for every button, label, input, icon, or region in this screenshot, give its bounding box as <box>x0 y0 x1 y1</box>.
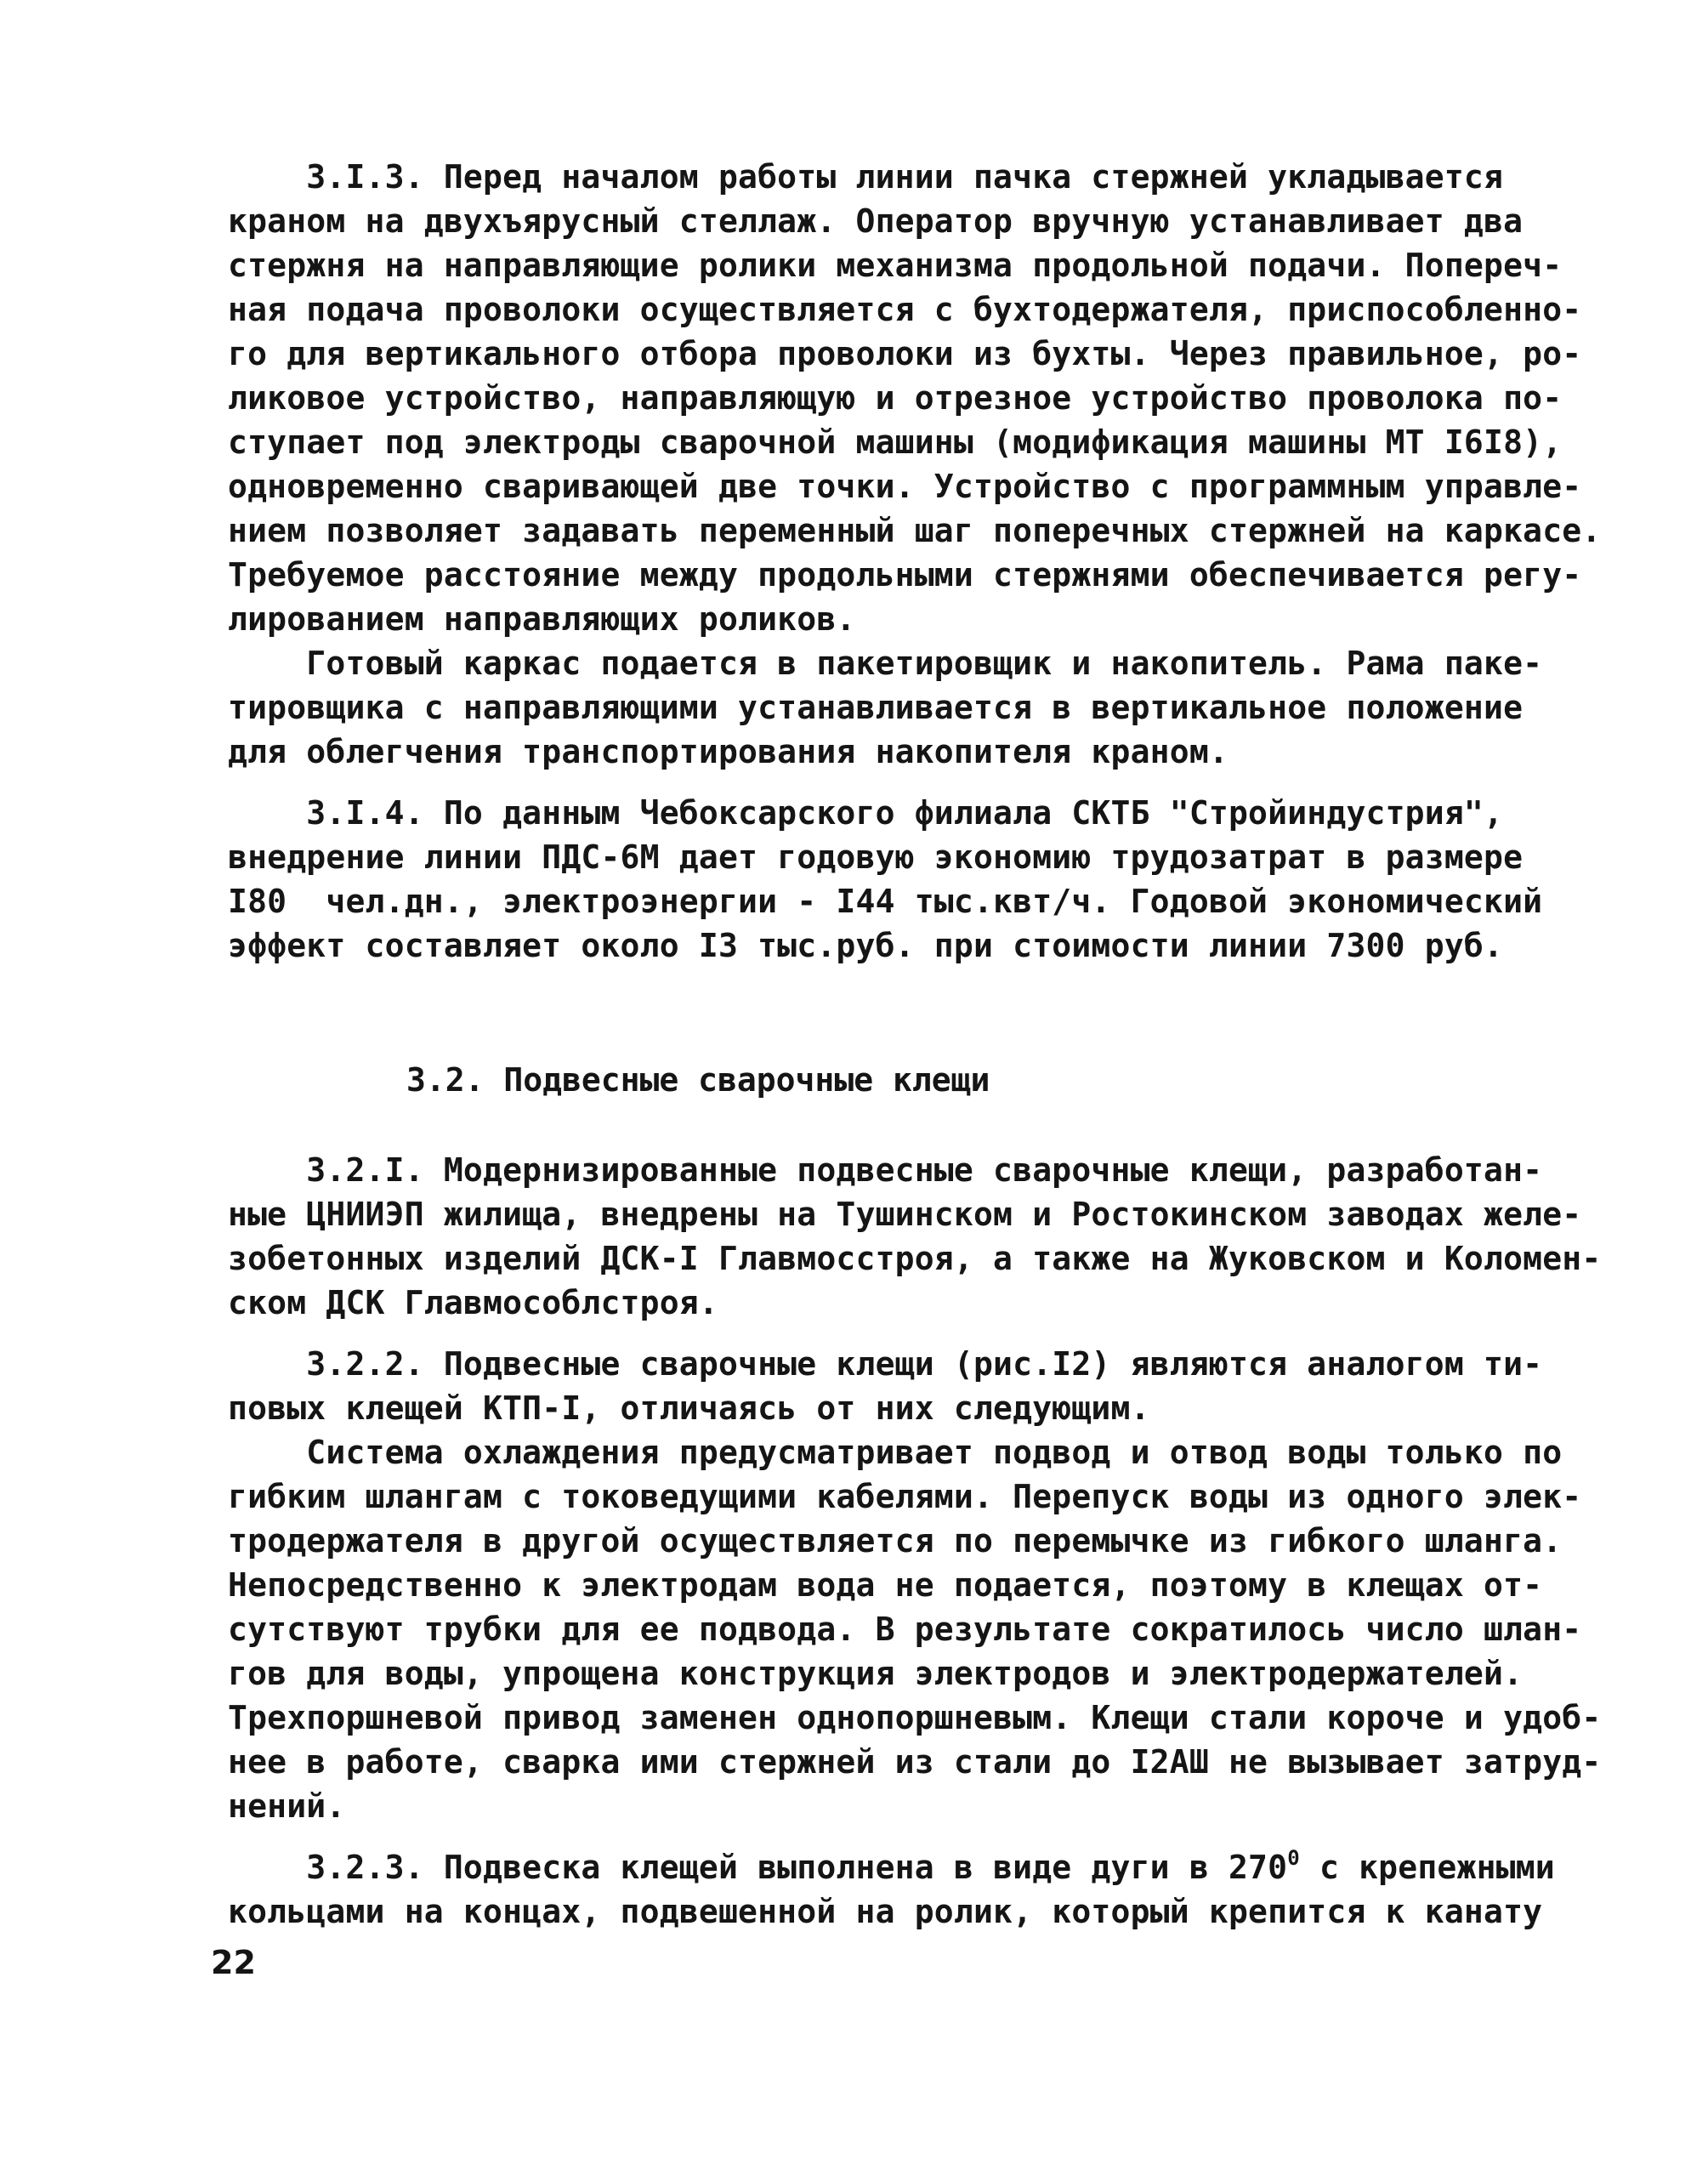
text-line: 3.I.3. Перед началом работы линии пачка стержней укладывается <box>228 158 1504 196</box>
text-line: гов для воды, упрощена конструкция электродов и электродержателей. <box>228 1655 1524 1692</box>
text-line: тировщика с направляющими устанавливается в вертикальное положение <box>228 689 1524 726</box>
text-line: 3.2.2. Подвесные сварочные клещи (рис.I2) являются аналогом ти- <box>228 1345 1543 1383</box>
text-line: зобетонных изделий ДСК-I Главмосстроя, а также на Жуковском и Коломен- <box>228 1240 1602 1277</box>
text-line: I80 чел.дн., электроэнергии - I44 тыс.квт/ч. Годовой экономический <box>228 883 1543 920</box>
degree-superscript: 0 <box>1287 1846 1300 1870</box>
text-line: ные ЦНИИЭП жилища, внедрены на Тушинском и Ростокинском заводах желе- <box>228 1196 1582 1233</box>
text-line: го для вертикального отбора проволоки из бухты. Через правильное, ро- <box>228 335 1582 372</box>
line-main-text: 3.2.3. Подвеска клещей выполнена в виде дуги в 270 <box>228 1849 1288 1886</box>
text-line: лированием направляющих роликов. <box>228 600 856 638</box>
text-line: Трехпоршневой привод заменен однопоршневым. Клещи стали короче и удоб- <box>228 1699 1602 1736</box>
text-line: нием позволяет задавать переменный шаг поперечных стержней на каркасе. <box>228 512 1602 549</box>
text-line: ступает под электроды сварочной машины (модификация машины МТ I6I8), <box>228 423 1563 461</box>
text-line: нений. <box>228 1787 346 1825</box>
text-line: нее в работе, сварка ими стержней из стали до I2АШ не вызывает затруд- <box>228 1743 1602 1781</box>
text-line: 3.I.4. По данным Чебоксарского филиала СКТБ "Стройиндустрия", <box>228 794 1504 832</box>
text-line: гибким шлангам с токоведущими кабелями. Перепуск воды из одного элек- <box>228 1478 1582 1515</box>
text-line: Система охлаждения предусматривает подвод и отвод воды только по <box>228 1434 1563 1471</box>
text-line: ная подача проволоки осуществляется с бухтодержателя, приспособленно- <box>228 291 1582 328</box>
text-line: сутствуют трубки для ее подвода. В результате сократилось число шлан- <box>228 1611 1582 1648</box>
page-number: 22 <box>211 1944 256 1981</box>
text-line: ском ДСК Главмособлстроя. <box>228 1284 718 1321</box>
section-heading: 3.2. Подвесные сварочные клещи <box>406 1061 990 1099</box>
line-tail-text: с крепежными <box>1299 1849 1555 1886</box>
text-line: Готовый каркас подается в пакетировщик и накопитель. Рама паке- <box>228 645 1543 682</box>
text-line-with-superscript <box>228 1846 1555 1886</box>
text-line: одновременно сваривающей две точки. Устройство с программным управле- <box>228 468 1582 505</box>
text-line: Непосредственно к электродам вода не подается, поэтому в клещах от- <box>228 1566 1543 1604</box>
text-line: для облегчения транспортирования накопителя краном. <box>228 733 1229 770</box>
text-line: кольцами на концах, подвешенной на ролик, который крепится к канату <box>228 1893 1543 1930</box>
text-line: эффект составляет около I3 тыс.руб. при стоимости линии 7300 руб. <box>228 927 1504 964</box>
text-line: стержня на направляющие ролики механизма продольной подачи. Попереч- <box>228 247 1563 284</box>
text-line: ликовое устройство, направляющую и отрезное устройство проволока по- <box>228 379 1563 417</box>
text-line: краном на двухъярусный стеллаж. Оператор вручную устанавливает два <box>228 202 1524 240</box>
text-line: внедрение линии ПДС-6М дает годовую экономию трудозатрат в размере <box>228 838 1524 876</box>
text-line: повых клещей КТП-I, отличаясь от них следующим. <box>228 1389 1150 1427</box>
text-line: 3.2.I. Модернизированные подвесные сварочные клещи, разработан- <box>228 1151 1543 1189</box>
text-line: тродержателя в другой осуществляется по перемычке из гибкого шланга. <box>228 1522 1563 1560</box>
text-line: Требуемое расстояние между продольными стержнями обеспечивается регу- <box>228 556 1582 594</box>
